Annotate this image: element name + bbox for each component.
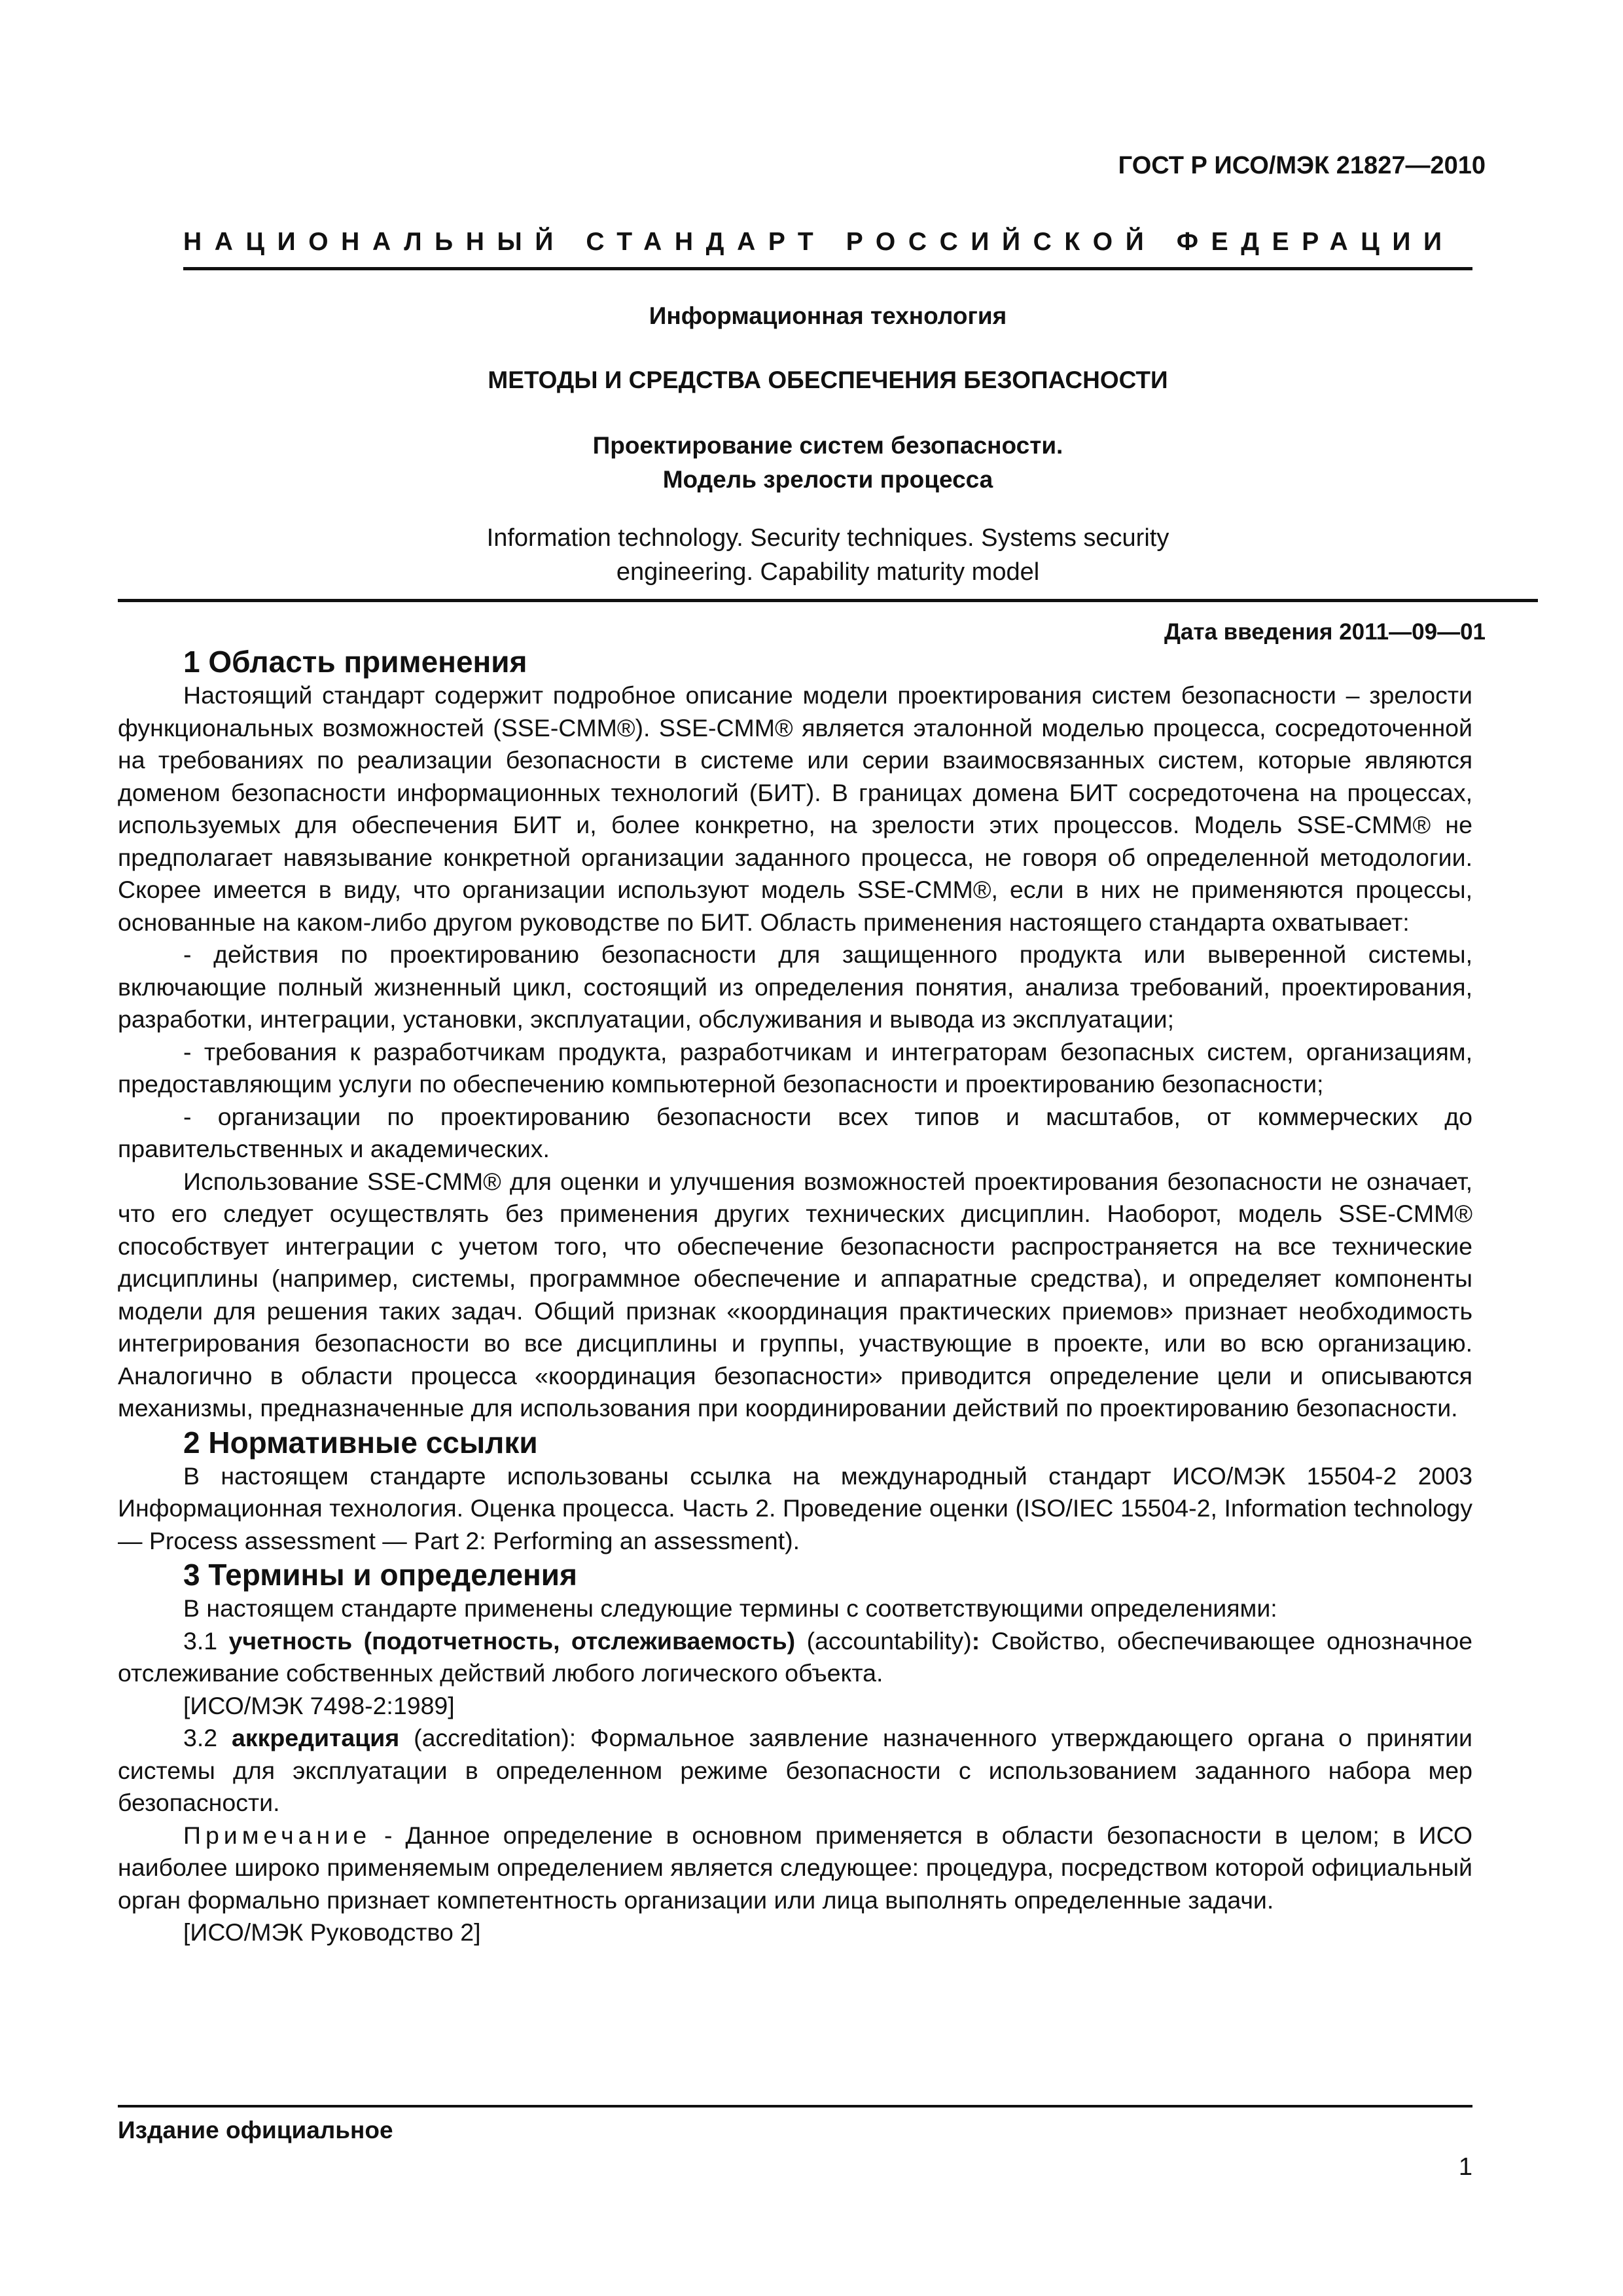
- term-3-1-number: 3.1: [183, 1626, 218, 1655]
- section-1-bullet-2: - требования к разработчикам продукта, разработчикам и интеграторам безопасных систем, организациям, предоставляющим услуги по обеспечению компьютерной безопасности и проектированию безопасности;: [118, 1037, 1472, 1098]
- title-line-3b: Модель зрелости процесса: [662, 466, 993, 493]
- header-divider: [183, 267, 1472, 270]
- english-title-b: engineering. Capability maturity model: [616, 558, 1040, 586]
- section-2-paragraph-1: В настоящем стандарте использованы ссылка на международный стандарт ИСО/МЭК 15504-2 2003 Информационная технология. Оценка процесса. Часть 2. Проведение оценки (ISO/IEC 15504-2, Information technology — Process assessment — Part 2: Performing an assessment).: [118, 1462, 1472, 1554]
- standard-designation: ГОСТ Р ИСО/МЭК 21827—2010: [1118, 152, 1486, 179]
- introduction-date: Дата введения 2011—09—01: [1164, 619, 1486, 645]
- section-1-paragraph-2: Использование SSE-CMM® для оценки и улучшения возможностей проектирования безопасности не означает, что его следует осуществлять без применения других технических дисциплин. Наоборот, модель SSE-CMM® способствует интеграции с учетом того, что обеспечение безопасности распространяется на все технические дисциплины (например, системы, программное обеспечение и аппаратные средства), и определяет компоненты модели для решения таких задач. Общий признак «координация практических приемов» признает необходимость интегрирования безопасности во все дисциплины и группы, участвующие в проекте, или во всю организацию. Аналогично в области процесса «координация безопасности» приводится определение цели и описываются механизмы, предназначенные для использования при координировании действий по проектированию безопасности.: [118, 1167, 1472, 1422]
- term-3-2: [118, 1722, 1472, 1820]
- section-1-heading: 1 Область применения: [183, 645, 527, 679]
- term-3-2-term: аккредитация: [232, 1724, 400, 1751]
- term-3-2-number: 3.2: [183, 1724, 218, 1751]
- footer-divider: [118, 2105, 1472, 2108]
- title-line-3a: Проектирование систем безопасности.: [592, 432, 1063, 459]
- section-1-bullet-1: - действия по проектированию безопасности для защищенного продукта или выверенной системы, включающие полный жизненный цикл, состоящий из определения понятия, анализа требований, проектирования, разработки, интеграции, установки, эксплуатации, обслуживания и вывода из эксплуатации;: [118, 941, 1472, 1033]
- title-line-1: Информационная технология: [649, 302, 1007, 329]
- term-3-2-reference: [ИСО/МЭК Руководство 2]: [183, 1918, 481, 1946]
- term-3-1-term: учетность (подотчетность, отслеживаемость): [228, 1626, 796, 1655]
- term-3-2-note: [118, 1820, 1472, 1917]
- english-title-a: Information technology. Security techniques. Systems security: [486, 524, 1169, 552]
- section-1-bullet-3: - организации по проектированию безопасности всех типов и масштабов, от коммерческих до правительственных и академических.: [118, 1102, 1472, 1162]
- section-3-heading: 3 Термины и определения: [183, 1558, 577, 1592]
- official-edition-label: Издание официальное: [118, 2117, 393, 2144]
- page-number: 1: [1458, 2153, 1472, 2181]
- section-1-paragraph-1: Настоящий стандарт содержит подробное описание модели проектирования систем безопасности – зрелости функциональных возможностей (SSE-CMM®). SSE-CMM® является эталонной моделью процесса, сосредоточенной на требованиях по реализации безопасности в системе или серии взаимосвязанных систем, которые являются доменом безопасности информационных технологий (БИТ). В границах домена БИТ сосредоточена на процессах, используемых для обеспечения БИТ и, более конкретно, на зрелости этих процессов. Модель SSE-CMM® не предполагает навязывание конкретной организации заданного процесса, не говоря об определенной методологии. Скорее имеется в виду, что организации используют модель SSE-CMM®, если в них не применяются процессы, основанные на каком-либо другом руководстве по БИТ. Область применения настоящего стандарта охватывает:: [118, 681, 1472, 936]
- note-label: Примечание: [183, 1821, 372, 1849]
- note-text: - Данное определение в основном применяется в области безопасности в целом; в ИСО наиболее широко применяемым определением является следующее: процедура, посредством которой официальный орган формально признает компетентность организации или лица выполнять определенные задачи.: [118, 1821, 1472, 1914]
- term-3-1-definition: Свойство, обеспечивающее однозначное отслеживание собственных действий любого логического объекта.: [118, 1626, 1473, 1687]
- term-3-1-colon: :: [971, 1626, 980, 1655]
- title-divider: [118, 599, 1538, 602]
- term-3-1-english: (accountability): [806, 1626, 972, 1655]
- title-line-3: [118, 429, 1538, 497]
- national-standard-heading: НАЦИОНАЛЬНЫЙ СТАНДАРТ РОССИЙСКОЙ ФЕДЕРАЦИИ: [183, 228, 1455, 256]
- document-body: [118, 644, 1472, 1949]
- title-line-2: МЕТОДЫ И СРЕДСТВА ОБЕСПЕЧЕНИЯ БЕЗОПАСНОСТИ: [488, 367, 1168, 393]
- term-3-2-definition: (accreditation): Формальное заявление назначенного утверждающего органа о принятии системы для эксплуатации в определенном режиме безопасности с использованием заданного набора мер безопасности.: [118, 1724, 1473, 1816]
- section-2-heading: 2 Нормативные ссылки: [183, 1425, 538, 1460]
- term-3-1-reference: [ИСО/МЭК 7498-2:1989]: [183, 1691, 455, 1719]
- term-3-1: [118, 1625, 1472, 1690]
- section-3-paragraph-1: В настоящем стандарте применены следующие термины с соответствующими определениями:: [183, 1594, 1277, 1622]
- english-title: [118, 521, 1538, 589]
